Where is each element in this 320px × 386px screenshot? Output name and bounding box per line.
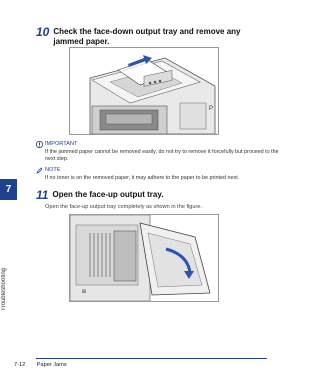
step-10 (36, 27, 266, 47)
step-instruction: Check the face-down output tray and remove any jammed paper. (53, 27, 241, 46)
svg-text:P: P (209, 106, 214, 112)
svg-text:₪: ₪ (82, 289, 87, 295)
footer (14, 362, 67, 368)
step-number: 10 (36, 25, 50, 39)
important-body: If the jammed paper cannot be removed easily, do not try to remove it forcefully but proceed to the next step. (45, 149, 279, 162)
side-chapter-label: Troubleshooting (1, 268, 7, 311)
section-title: Paper Jams (36, 362, 67, 368)
printer-top-illustration (69, 47, 219, 135)
footer-rule (36, 358, 267, 359)
important-note (36, 141, 286, 163)
note-title: NOTE (45, 167, 61, 173)
important-title: IMPORTANT (45, 141, 78, 147)
face-up-tray-illustration (69, 214, 219, 302)
important-icon (36, 141, 43, 148)
step-number: 11 (36, 188, 49, 202)
note-body: If no toner is on the removed paper, it may adhere to the paper to be printed next. (45, 175, 240, 181)
step-instruction: Open the face-up output tray. (52, 190, 164, 199)
chapter-tab: 7 (0, 179, 17, 200)
face-up-tray-drawing (70, 215, 218, 301)
note (36, 167, 286, 183)
pencil-icon (36, 167, 43, 174)
page-number: 7-12 (14, 362, 26, 368)
printer-top-drawing (70, 48, 218, 134)
step-11-description: Open the face-up output tray completely as shown in the figure. (45, 204, 203, 210)
step-11 (36, 190, 266, 201)
